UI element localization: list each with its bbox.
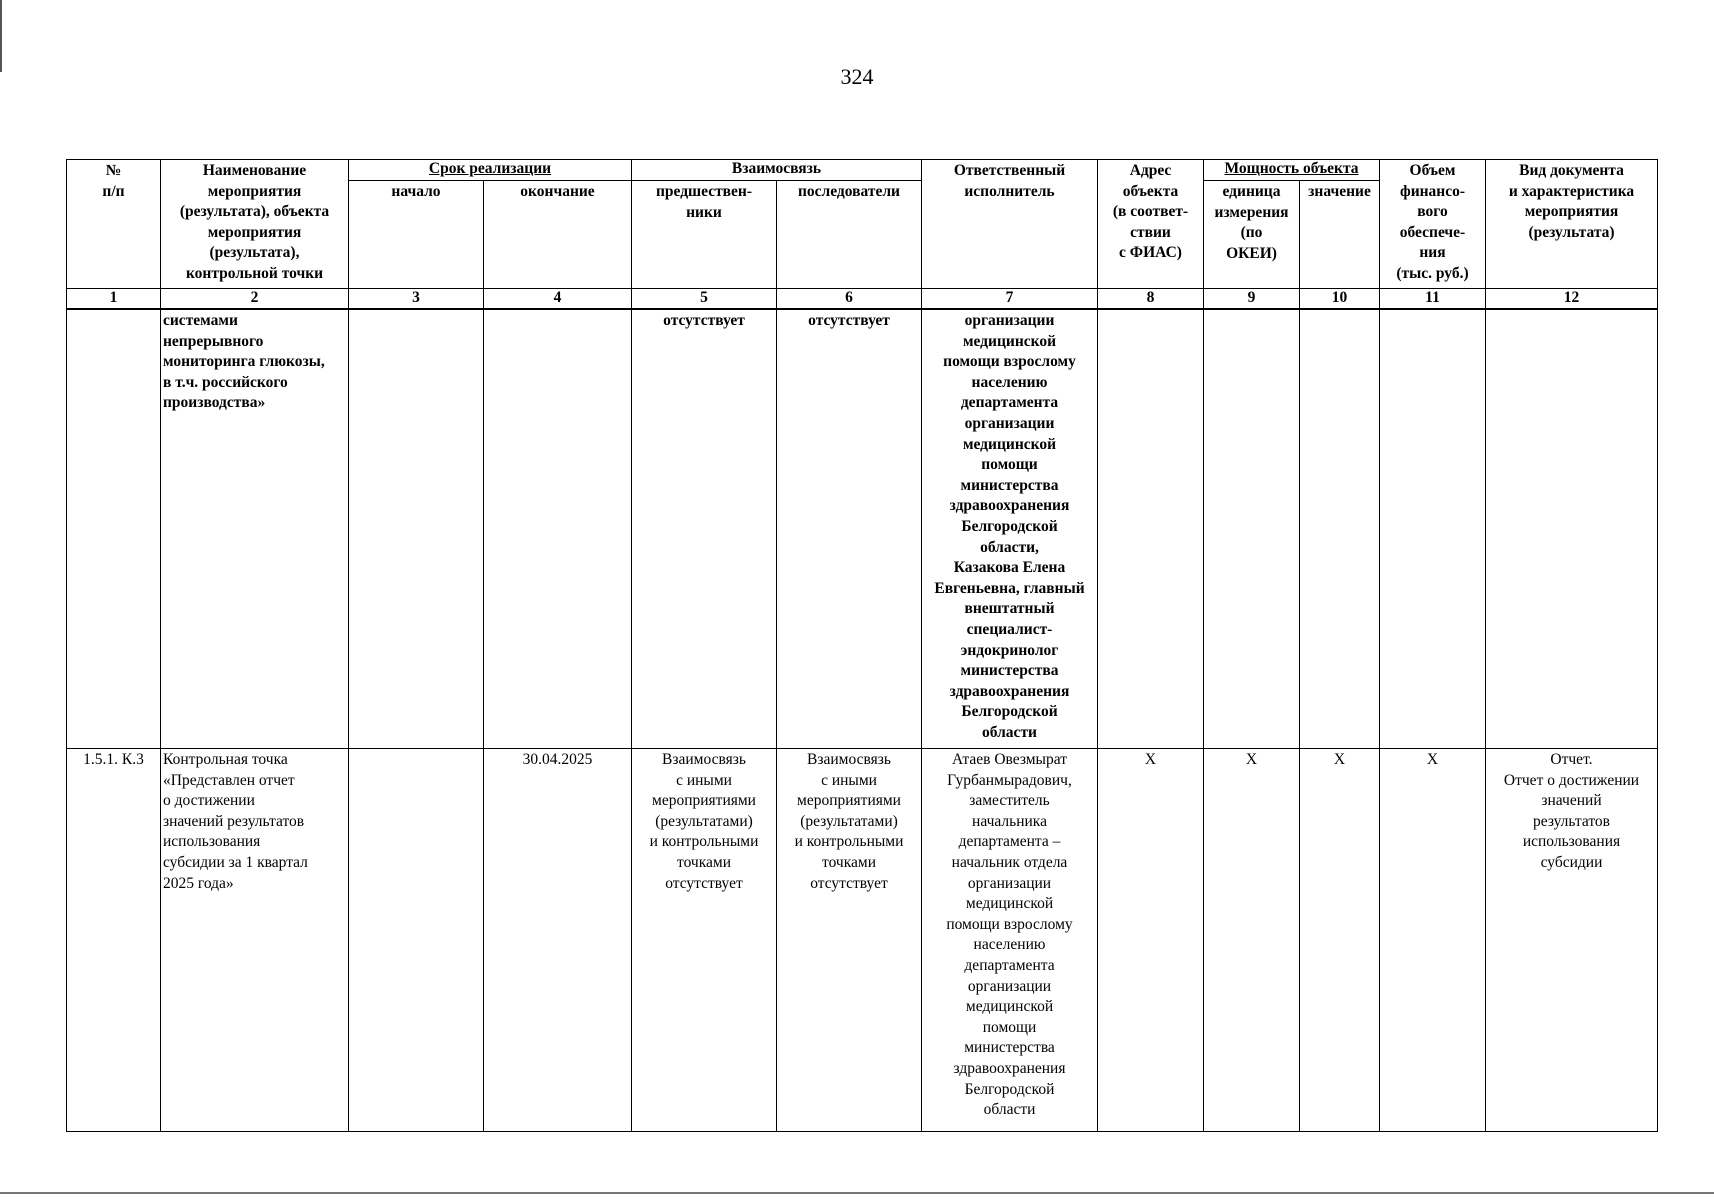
row-unit bbox=[1204, 309, 1300, 749]
row-predecessors: Взаимосвязь с иными мероприятиями (результатами) и контрольными точками отсутствует bbox=[632, 749, 777, 1132]
column-number: 8 bbox=[1098, 289, 1204, 310]
row-responsible: организации медицинской помощи взрослому населению департамента организации медицинской помощи министерства здравоохранения Белгородской области, Казакова Елена Евгеньевна, главный внештатный специалист- эндокринолог министерства здравоохранения Белгородской области bbox=[922, 309, 1098, 749]
header-col-responsible: Ответственный исполнитель bbox=[922, 160, 1098, 289]
row-successors: отсутствует bbox=[777, 309, 922, 749]
scan-bottom-edge bbox=[0, 1192, 1714, 1194]
row-finance bbox=[1380, 309, 1486, 749]
column-number: 5 bbox=[632, 289, 777, 310]
header-group-capacity: Мощность объекта bbox=[1204, 160, 1380, 181]
column-number: 4 bbox=[484, 289, 632, 310]
row-value: X bbox=[1300, 749, 1380, 1132]
header-group-term: Срок реализации bbox=[349, 160, 632, 181]
header-group-link: Взаимосвязь bbox=[632, 160, 922, 181]
row-address: X bbox=[1098, 749, 1204, 1132]
header-col-num: № п/п bbox=[67, 160, 161, 289]
header-col-address: Адрес объекта (в соответ- ствии с ФИАС) bbox=[1098, 160, 1204, 289]
row-document bbox=[1486, 309, 1658, 749]
header-col-finance: Объем финансо- вого обеспече- ния (тыс. руб.) bbox=[1380, 160, 1486, 289]
row-end: 30.04.2025 bbox=[484, 749, 632, 1132]
table-row bbox=[67, 309, 1658, 749]
row-number: 1.5.1. К.3 bbox=[67, 749, 161, 1132]
row-unit: X bbox=[1204, 749, 1300, 1132]
column-number: 10 bbox=[1300, 289, 1380, 310]
column-number-row bbox=[67, 289, 1658, 310]
column-number: 9 bbox=[1204, 289, 1300, 310]
row-start bbox=[349, 309, 484, 749]
column-number: 1 bbox=[67, 289, 161, 310]
row-successors: Взаимосвязь с иными мероприятиями (результатами) и контрольными точками отсутствует bbox=[777, 749, 922, 1132]
row-address bbox=[1098, 309, 1204, 749]
column-number: 3 bbox=[349, 289, 484, 310]
scan-edge-mark bbox=[0, 0, 2, 72]
row-number bbox=[67, 309, 161, 749]
header-col-start: начало bbox=[349, 181, 484, 289]
row-value bbox=[1300, 309, 1380, 749]
header-col-successors: последователи bbox=[777, 181, 922, 289]
header-col-end: окончание bbox=[484, 181, 632, 289]
table-row bbox=[67, 749, 1658, 1132]
row-name: системами непрерывного мониторинга глюкозы, в т.ч. российского производства» bbox=[161, 309, 349, 749]
column-number: 11 bbox=[1380, 289, 1486, 310]
column-number: 7 bbox=[922, 289, 1098, 310]
page-number: 324 bbox=[840, 64, 874, 89]
header-col-predecessors: предшествен- ники bbox=[632, 181, 777, 289]
row-document: Отчет. Отчет о достижении значений результатов использования субсидии bbox=[1486, 749, 1658, 1132]
column-number: 12 bbox=[1486, 289, 1658, 310]
row-responsible: Атаев Овезмырат Гурбанмырадович, заместитель начальника департамента – начальник отдела организации медицинской помощи взрослому населению департамента организации медицинской помощи министерства здравоохранения Белгородской области bbox=[922, 749, 1098, 1132]
row-predecessors: отсутствует bbox=[632, 309, 777, 749]
row-finance: X bbox=[1380, 749, 1486, 1132]
row-name: Контрольная точка «Представлен отчет о достижении значений результатов использования субсидии за 1 квартал 2025 года» bbox=[161, 749, 349, 1132]
row-end bbox=[484, 309, 632, 749]
header-col-name: Наименование мероприятия (результата), объекта мероприятия (результата), контрольной точки bbox=[161, 160, 349, 289]
column-number: 2 bbox=[161, 289, 349, 310]
header-col-unit: единица измерения (по ОКЕИ) bbox=[1204, 181, 1300, 289]
header-col-value: значение bbox=[1300, 181, 1380, 289]
implementation-plan-table bbox=[66, 159, 1658, 1132]
column-number: 6 bbox=[777, 289, 922, 310]
row-start bbox=[349, 749, 484, 1132]
header-col-document: Вид документа и характеристика мероприятия (результата) bbox=[1486, 160, 1658, 289]
